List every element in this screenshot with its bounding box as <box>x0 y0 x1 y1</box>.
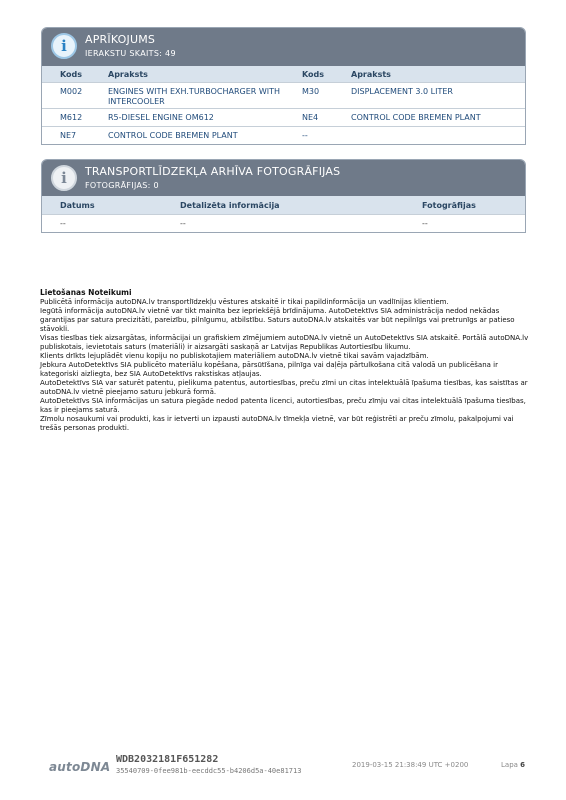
page-number: 6 <box>520 761 526 769</box>
terms-paragraph: AutoDetektīvs SIA var saturēt patentu, pielikuma patentus, autortiesības, preču zīmi un citas intelektuālā īpašuma tiesības, kas saistītas ar autoDNA.lv vietnē pieejamo saturu jebkurā formā. <box>40 379 528 396</box>
terms-paragraph: AutoDetektīvs SIA informācijas un satura piegāde nedod patenta licenci, autortiesības, preču zīmju vai citas intelektuālā īpašuma tiesības, kas ir pieejams saturā. <box>40 397 526 414</box>
description-cell: CONTROL CODE BREMEN PLANT <box>351 113 481 122</box>
date-cell: -- <box>60 219 66 228</box>
column-header-photos: Fotogrāfijas <box>422 200 476 210</box>
photos-panel-header <box>42 160 525 196</box>
code-cell: -- <box>302 131 308 140</box>
column-header-description: Apraksts <box>108 69 148 79</box>
equipment-count: IERAKSTU SKAITS: 49 <box>85 49 176 58</box>
column-header-code: Kods <box>302 69 325 79</box>
description-cell: CONTROL CODE BREMEN PLANT <box>108 131 238 140</box>
timestamp: 2019-03-15 21:38:49 UTC +0200 <box>352 761 469 769</box>
description-cell: DISPLACEMENT 3.0 LITER <box>351 87 453 96</box>
column-header-code: Kods <box>60 69 83 79</box>
terms-paragraph: Jebkura AutoDetektīvs SIA publicēto materiālu kopēšana, pārsūtīšana, pilnīga vai daļēja pārtulkošana citā valodā un publicēšana ir kategoriski aizliegta, bez SIA AutoDetektīvs rakstiskas atļaujas. <box>40 361 498 378</box>
equipment-panel <box>41 27 526 145</box>
vin-number: WDB2032181F651282 <box>116 754 219 765</box>
terms-section <box>40 288 530 433</box>
table-row <box>42 126 525 144</box>
report-hash: 35540709-0fee981b-eecddc55-b4206d5a-40e81713 <box>116 767 302 775</box>
terms-paragraph: Zīmolu nosaukumi vai produkti, kas ir ietverti un izpausti autoDNA.lv tīmekļa vietnē, var būt reģistrēti ar preču zīmolu, pakalpojumi vai trešās personas produkti. <box>40 415 514 432</box>
page-label: Lapa <box>501 761 518 769</box>
code-cell: NE4 <box>302 113 319 122</box>
code-cell: M30 <box>302 87 320 96</box>
description-cell: ENGINES WITH EXH.TURBOCHARGER WITH INTERCOOLER <box>108 87 281 106</box>
table-row <box>42 214 525 232</box>
photos-table-header <box>42 196 525 214</box>
column-header-description: Apraksts <box>351 69 391 79</box>
terms-title: Lietošanas Noteikumi <box>40 288 132 297</box>
equipment-title: APRĪKOJUMS <box>85 33 156 46</box>
column-header-date: Datums <box>60 200 95 210</box>
code-cell: M612 <box>60 113 83 122</box>
terms-paragraph: Klients drīkts lejuplādēt vienu kopiju no publiskotajiem materiāliem autoDNA.lv vietnē tikai savām vajadzībām. <box>40 352 429 360</box>
equipment-table-header <box>42 66 525 82</box>
column-header-details: Detalizēta informācija <box>180 200 280 210</box>
page-footer <box>0 752 566 782</box>
info-icon: i <box>51 165 77 191</box>
photos-count: FOTOGRĀFIJAS: 0 <box>85 181 159 190</box>
code-cell: NE7 <box>60 131 77 140</box>
autodna-logo: autoDNA <box>49 760 111 774</box>
terms-paragraph: Iegūtā informācija autoDNA.lv vietnē var tikt mainīta bez iepriekšējā brīdinājuma. AutoDetektīvs SIA administrācija nedod nekādas garantijas par satura precizitāti, pareizību, pilnīgumu, atbilstību. Saturs autoDNA.lv atskaitēs var būt nepilnīgs vai pretrunīgs ar patieso stāvokli. <box>40 307 515 333</box>
description-cell: R5-DIESEL ENGINE OM612 <box>108 113 214 122</box>
terms-paragraph: Visas tiesības tiek aizsargātas, informācijai un grafiskiem zīmējumiem autoDNA.lv vietnē un AutoDetektīvs SIA atskaitē. Portālā autoDNA.lv publiskotais, ievietotais saturs (materiāli) ir aizsargāti saskaņā ar Latvijas Republikas Autortiesību likumu. <box>40 334 529 351</box>
photos-title: TRANSPORTLĪDZEKĻA ARHĪVA FOTOGRĀFIJAS <box>85 165 341 178</box>
page-indicator <box>501 761 525 769</box>
photos-cell: -- <box>422 219 428 228</box>
table-row <box>42 108 525 126</box>
equipment-panel-header <box>42 28 525 66</box>
info-icon: i <box>51 33 77 59</box>
photos-panel <box>41 159 526 233</box>
code-cell: M002 <box>60 87 83 96</box>
terms-paragraph: Publicētā informācija autoDNA.lv transportlīdzekļu vēstures atskaitē ir tikai papildinformācija un vadlīnijas klientiem. <box>40 298 449 306</box>
details-cell: -- <box>180 219 186 228</box>
table-row <box>42 82 525 108</box>
